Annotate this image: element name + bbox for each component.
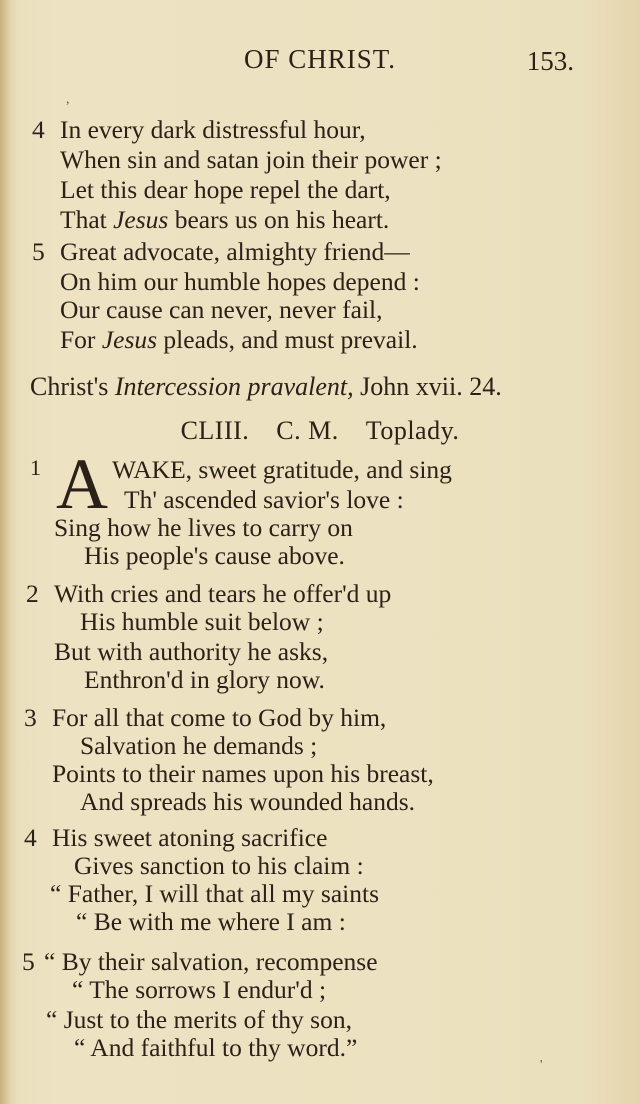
verse-line: Let this dear hope repel the dart, [60, 175, 391, 204]
ink-speck: ' [540, 1058, 543, 1073]
verse-line-italic-name [60, 324, 418, 356]
hymn-title-prefix: Christ's [30, 372, 115, 401]
verse-line: On him our humble hopes depend : [60, 267, 420, 296]
verse-line-italic-name [60, 204, 389, 236]
verse-line: Th' ascended savior's love : [124, 485, 404, 514]
verse-line: And spreads his wounded hands. [80, 787, 415, 816]
verse-line: “ And faithful to thy word.” [74, 1033, 358, 1062]
page-gutter [0, 0, 10, 1104]
verse-line: His sweet atoning sacrifice [52, 823, 328, 852]
verse-line: When sin and satan join their power ; [60, 145, 442, 174]
hymn-subheading [0, 416, 640, 446]
verse-line: WAKE, sweet gratitude, and sing [112, 455, 452, 484]
verse-line: “ Just to the merits of thy son, [46, 1005, 352, 1034]
stanza-number: 4 [32, 115, 45, 144]
stanza-number: 5 [32, 237, 45, 266]
hymn-number: CLIII. [180, 416, 250, 445]
stanza-number: 4 [24, 823, 37, 852]
stanza-number: 3 [24, 703, 37, 732]
verse-line: Our cause can never, never fail, [60, 295, 383, 324]
hymn-title [30, 372, 502, 402]
verse-line: Points to their names upon his breast, [52, 759, 434, 788]
verse-line: With cries and tears he offer'd up [54, 579, 392, 608]
verse-line: For Jesus pleads, and must prevail. [60, 325, 418, 354]
stanza-number: 5 [22, 947, 35, 976]
italic-name: Jesus [113, 205, 169, 234]
hymn-meter: C. M. [276, 416, 339, 445]
verse-line: His humble suit below ; [80, 607, 324, 636]
running-title: OF CHRIST. [243, 44, 397, 74]
page-number: 153. [526, 46, 574, 76]
hymn-author: Toplady. [365, 416, 460, 445]
verse-line: “ Father, I will that all my saints [50, 879, 379, 908]
verse-line: “ Be with me where I am : [76, 907, 346, 936]
verse-line: For all that come to God by him, [52, 703, 387, 732]
verse-line: Salvation he demands ; [80, 731, 318, 760]
verse-line: In every dark distressful hour, [60, 115, 366, 144]
verse-line: His people's cause above. [84, 541, 345, 570]
ink-speck: , [66, 92, 70, 107]
hymn-title-italic: Intercession pravalent, [114, 372, 354, 401]
verse-line: But with authority he asks, [54, 637, 329, 666]
verse-line: Gives sanction to his claim : [74, 851, 364, 880]
verse-line: That Jesus bears us on his heart. [60, 205, 390, 234]
verse-line: Great advocate, almighty friend— [60, 237, 410, 266]
stanza-number: 1 [30, 455, 41, 480]
verse-line: “ The sorrows I endur'd ; [72, 975, 327, 1004]
stanza-number: 2 [26, 579, 39, 608]
hymn-scripture-ref: John xvii. 24. [353, 372, 502, 401]
verse-line: Sing how he lives to carry on [54, 513, 353, 542]
drop-cap: A [56, 444, 108, 524]
verse-line: “ By their salvation, recompense [44, 947, 378, 976]
italic-name: Jesus [101, 325, 158, 354]
verse-line: Enthron'd in glory now. [84, 665, 325, 694]
